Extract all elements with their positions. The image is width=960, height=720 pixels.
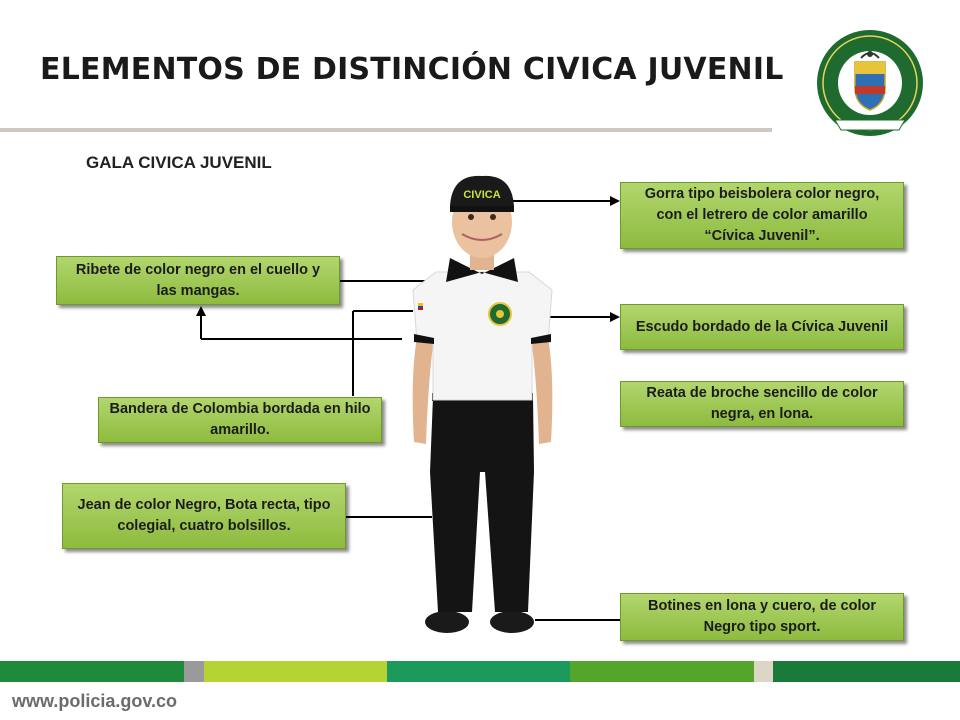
footer-stripe-mid <box>570 661 754 682</box>
label-escudo: Escudo bordado de la Cívica Juvenil <box>620 304 904 350</box>
cadet-figure-image <box>400 172 565 640</box>
label-ribete: Ribete de color negro en el cuello y las mangas. <box>56 256 340 305</box>
label-reata: Reata de broche sencillo de color negra, en lona. <box>620 381 904 427</box>
label-gorra: Gorra tipo beisbolera color negro, con el letrero de color amarillo “Cívica Juvenil”. <box>620 182 904 249</box>
cap-text: CIVICA <box>463 189 501 201</box>
footer-stripe-beige <box>754 661 773 682</box>
label-jean: Jean de color Negro, Bota recta, tipo colegial, cuatro bolsillos. <box>62 483 346 549</box>
page-title: ELEMENTOS DE DISTINCIÓN CIVICA JUVENIL <box>40 52 784 87</box>
footer-url[interactable]: www.policia.gov.co <box>12 691 178 711</box>
label-botines: Botines en lona y cuero, de color Negro tipo sport. <box>620 593 904 641</box>
footer-stripe-lime <box>204 661 387 682</box>
label-bandera: Bandera de Colombia bordada en hilo amarillo. <box>98 397 382 443</box>
footer-stripe-dark <box>773 661 960 682</box>
footer-stripe-green <box>0 661 184 682</box>
footer-stripe-gray <box>184 661 204 682</box>
footer-stripe-teal <box>387 661 570 682</box>
section-subtitle: GALA CIVICA JUVENIL <box>86 153 272 172</box>
